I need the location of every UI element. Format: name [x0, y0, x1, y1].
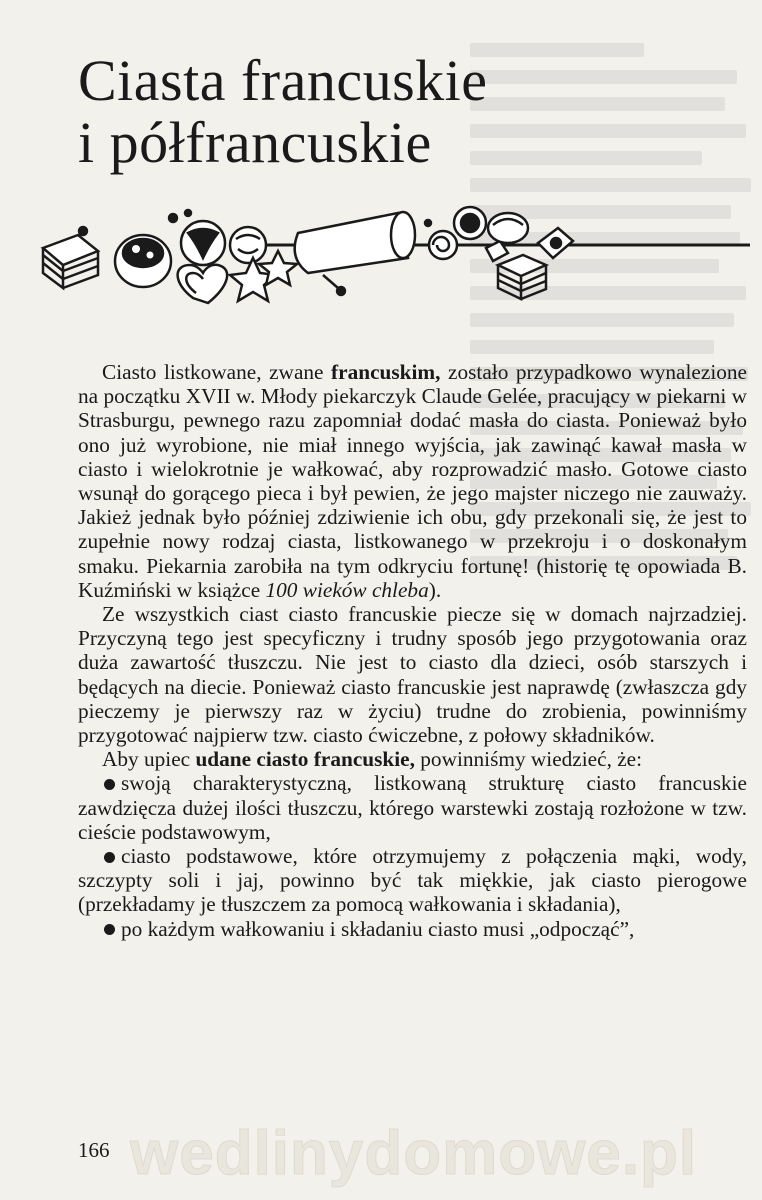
page-number: 166: [78, 1138, 110, 1162]
p3-text-b: powinniśmy wiedzieć, że:: [414, 747, 643, 772]
bullet-icon: [104, 924, 115, 935]
paragraph-difficulty: Ze wszystkich ciast ciasto francuskie piecze się w domach najrzadziej. Przyczyną tego jest specyficzny i trudny sposób jego przygotowania oraz duża zawartość tłuszczu. Nie jest to ciasto dla dzieci, osób starszych i będących na diecie. Ponieważ ciasto francuskie jest naprawdę (zwłaszcza gdy pieczemy je pierwszy raz w życiu) trudne do zrobienia, powinniśmy przygotować najpierw tzw. ciasto ćwiczebne, z połowy składników.: [78, 602, 747, 748]
watermark: wedlinydomowe.pl: [130, 1119, 698, 1188]
paragraph-history: [78, 360, 747, 602]
bullet-text-2: ciasto podstawowe, które otrzymujemy z połączenia mąki, wody, szczypty soli i jaj, powinno być tak miękkie, jak ciasto pierogowe (przekładamy je tłuszczem za pomocą wałkowania i składania),: [78, 844, 747, 917]
bullet-text-1: swoją charakterystyczną, listkowaną strukturę ciasto francuskie zawdzięcza dużej ilości tłuszczu, którego warstewki zostają rozłożone w tzw. cieście podstawowym,: [78, 771, 747, 844]
p1-text-b: zostało przypadkowo wynalezione na początku XVII w. Młody piekarczyk Claude Gelée, pracujący w piekarni w Strasburgu, pewnego razu zapomniał dodać masła do ciasta. Ponieważ było ono już wyrobione, nie miał innego wyjścia, jak zawinąć kawał masła w ciasto i wielokrotnie je wałkować, aby rozprowadzić masło. Gotowe ciasto wsunął do gorącego pieca i był pewien, że jego majster niczego nie zauważy. Jakież jednak było później zdziwienie ich obu, gdy przekonali się, że jest to zupełnie nowy rodzaj ciasta, listkowanego w przekroju i o doskonałym smaku. Piekarnia zarobiła na tym odkryciu fortunę! (historię tę opowiada B. Kuźmiński w książce: [78, 360, 747, 602]
bullet-icon: [104, 852, 115, 863]
p1-text-c: ).: [428, 577, 442, 602]
bullet-item: [78, 771, 747, 844]
book-title: 100 wieków chleba: [265, 577, 429, 602]
title-line-1: Ciasta francuskie: [78, 48, 488, 113]
bullet-item: [78, 917, 747, 941]
article-body: [78, 360, 747, 941]
page-title: [78, 50, 488, 174]
p3-bold: udane ciasto francuskie,: [195, 747, 415, 772]
pastry-illustration: [38, 203, 750, 313]
title-line-2: i półfrancuskie: [78, 110, 432, 175]
paragraph-intro-tips: [78, 747, 747, 771]
bullet-item: [78, 844, 747, 917]
bullet-icon: [104, 779, 115, 790]
bullet-text-3: po każdym wałkowaniu i składaniu ciasto musi „odpocząć”,: [121, 916, 635, 941]
p1-text-a: Ciasto listkowane, zwane: [102, 360, 332, 384]
p1-bold: francuskim,: [331, 360, 441, 384]
p3-text-a: Aby upiec: [102, 747, 196, 772]
